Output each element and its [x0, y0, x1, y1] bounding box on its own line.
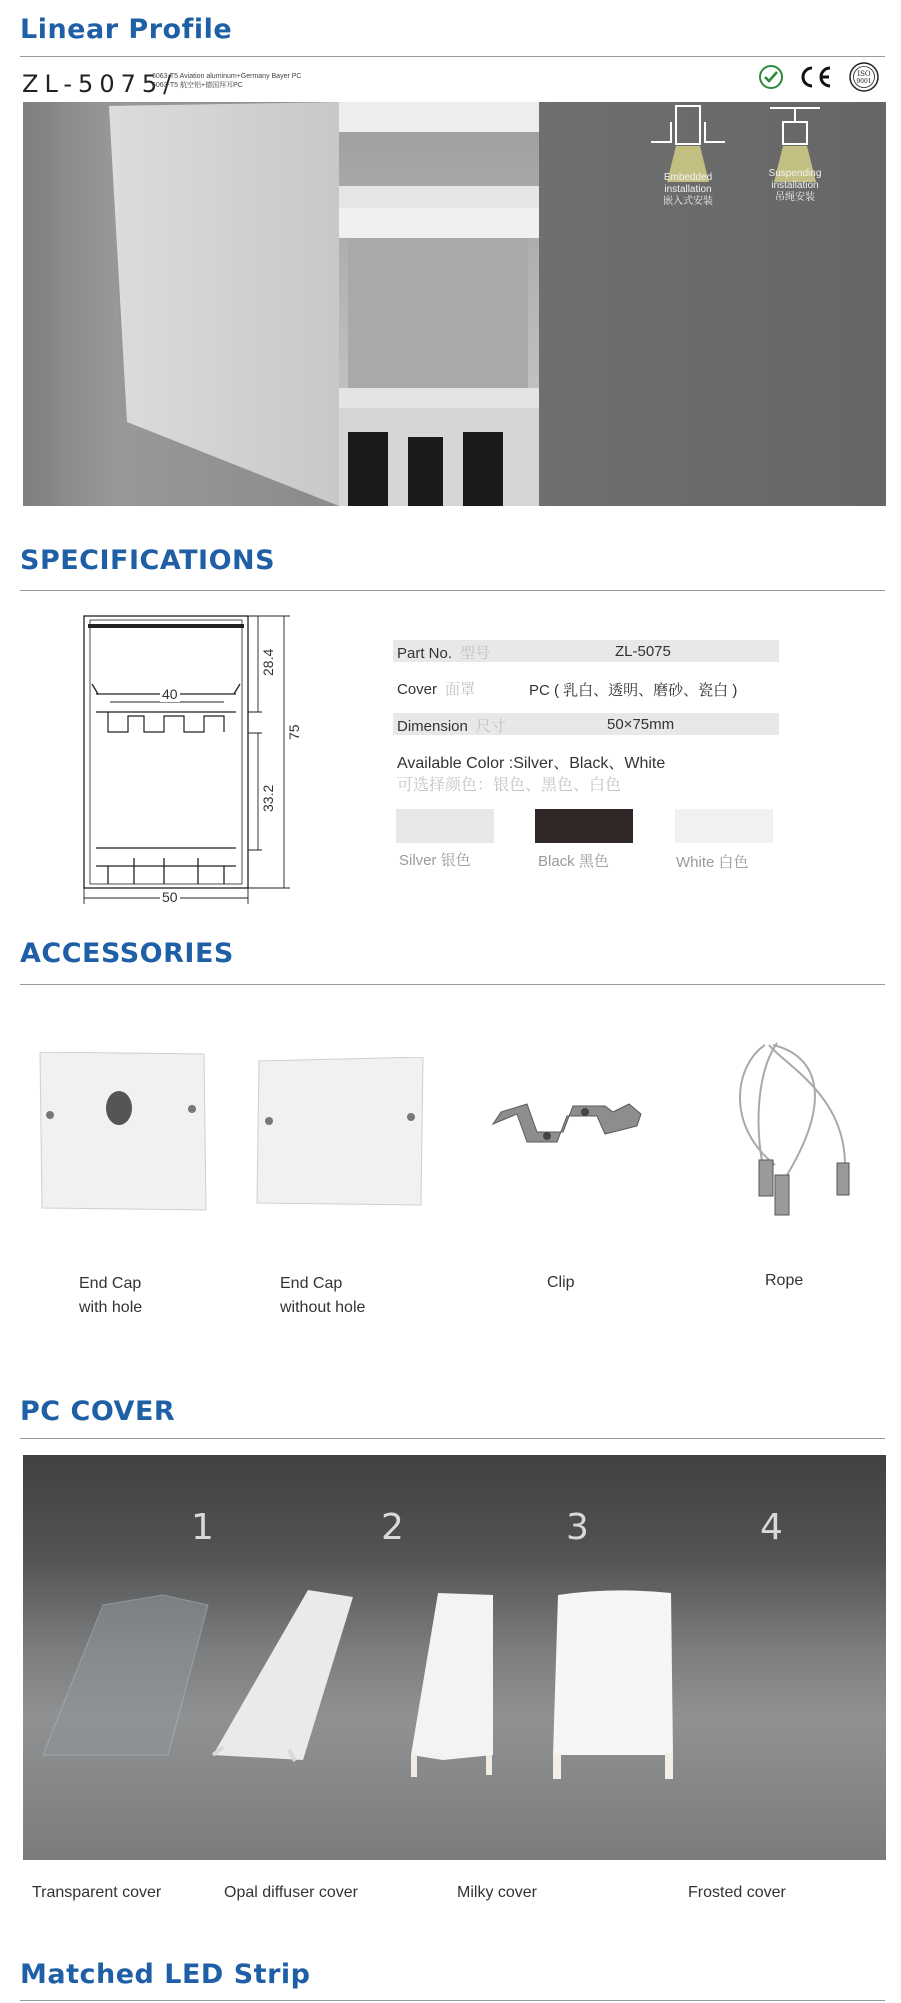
cover-number-4: 4	[760, 1507, 783, 1548]
spec-row-part-no: Part No. 型号 ZL-5075	[393, 640, 779, 662]
cover-number-2: 2	[381, 1507, 404, 1548]
end-cap-with-hole-image	[38, 1052, 208, 1217]
divider	[20, 590, 885, 591]
divider	[20, 984, 885, 985]
dim-bottom: 33.2	[260, 784, 276, 812]
dim-height: 75	[286, 724, 302, 740]
clip-image	[487, 1094, 647, 1169]
accessory-label-clip: Clip	[547, 1274, 575, 1291]
spec-row-dimension: Dimension 尺寸 50×75mm	[393, 713, 779, 735]
cover-number-3: 3	[566, 1507, 589, 1548]
material-note: 6063-T5 Aviation aluminum+Germany Bayer PC 6063-T5 航空铝+德国拜耳PC	[152, 73, 302, 89]
dim-top: 28.4	[260, 648, 276, 676]
accessories-title: ACCESSORIES	[20, 938, 234, 969]
rohs-icon	[758, 62, 784, 92]
suspending-installation-label: Suspending installation 吊绳安装	[768, 168, 822, 203]
black-swatch	[535, 809, 633, 843]
pc-cover-photo	[23, 1455, 886, 1860]
cover-label-transparent: Transparent cover	[32, 1884, 162, 1901]
matched-led-strip-title: Matched LED Strip	[20, 1959, 311, 1990]
svg-text:9001: 9001	[856, 78, 872, 85]
accessory-label-rope: Rope	[765, 1272, 804, 1289]
profile-hero-image	[23, 102, 886, 506]
white-label: White 白色	[676, 854, 749, 871]
svg-text:ISO: ISO	[857, 70, 871, 78]
dim-inner-width: 40	[162, 686, 178, 702]
linear-profile-title: Linear Profile	[20, 14, 233, 45]
cross-section-drawing	[74, 608, 314, 908]
cover-label-opal: Opal diffuser cover	[224, 1884, 358, 1901]
divider	[20, 1438, 885, 1439]
rope-image	[725, 1035, 865, 1235]
accessory-label-end-cap-hole: End Cap with hole	[79, 1275, 143, 1316]
cover-label-frosted: Frosted cover	[688, 1884, 786, 1901]
white-swatch	[675, 809, 773, 843]
divider	[20, 2000, 885, 2001]
silver-label: Silver 银色	[399, 852, 471, 869]
specifications-title: SPECIFICATIONS	[20, 545, 276, 576]
divider	[20, 56, 885, 57]
cover-label-milky: Milky cover	[457, 1884, 538, 1901]
embedded-installation-label: Embedded installation 嵌入式安装	[663, 172, 713, 207]
black-label: Black 黑色	[538, 853, 609, 870]
model-number: ZL-5075/	[22, 70, 178, 98]
ce-mark-icon	[795, 62, 835, 92]
available-color-en: Available Color :Silver、Black、White	[397, 755, 666, 772]
spec-row-cover: Cover 面罩 PC ( 乳白、透明、磨砂、瓷白 )	[397, 681, 738, 699]
end-cap-without-hole-image	[255, 1057, 425, 1212]
silver-swatch	[396, 809, 494, 843]
dim-width: 50	[162, 889, 178, 905]
accessory-label-end-cap-no-hole: End Cap without hole	[280, 1275, 366, 1316]
pc-cover-title: PC COVER	[20, 1396, 176, 1427]
iso-9001-icon	[848, 62, 880, 92]
available-color-cn: 可选择颜色：银色、黑色、白色	[397, 777, 622, 794]
cover-number-1: 1	[191, 1507, 214, 1548]
cover-samples-illustration	[23, 1455, 886, 1860]
